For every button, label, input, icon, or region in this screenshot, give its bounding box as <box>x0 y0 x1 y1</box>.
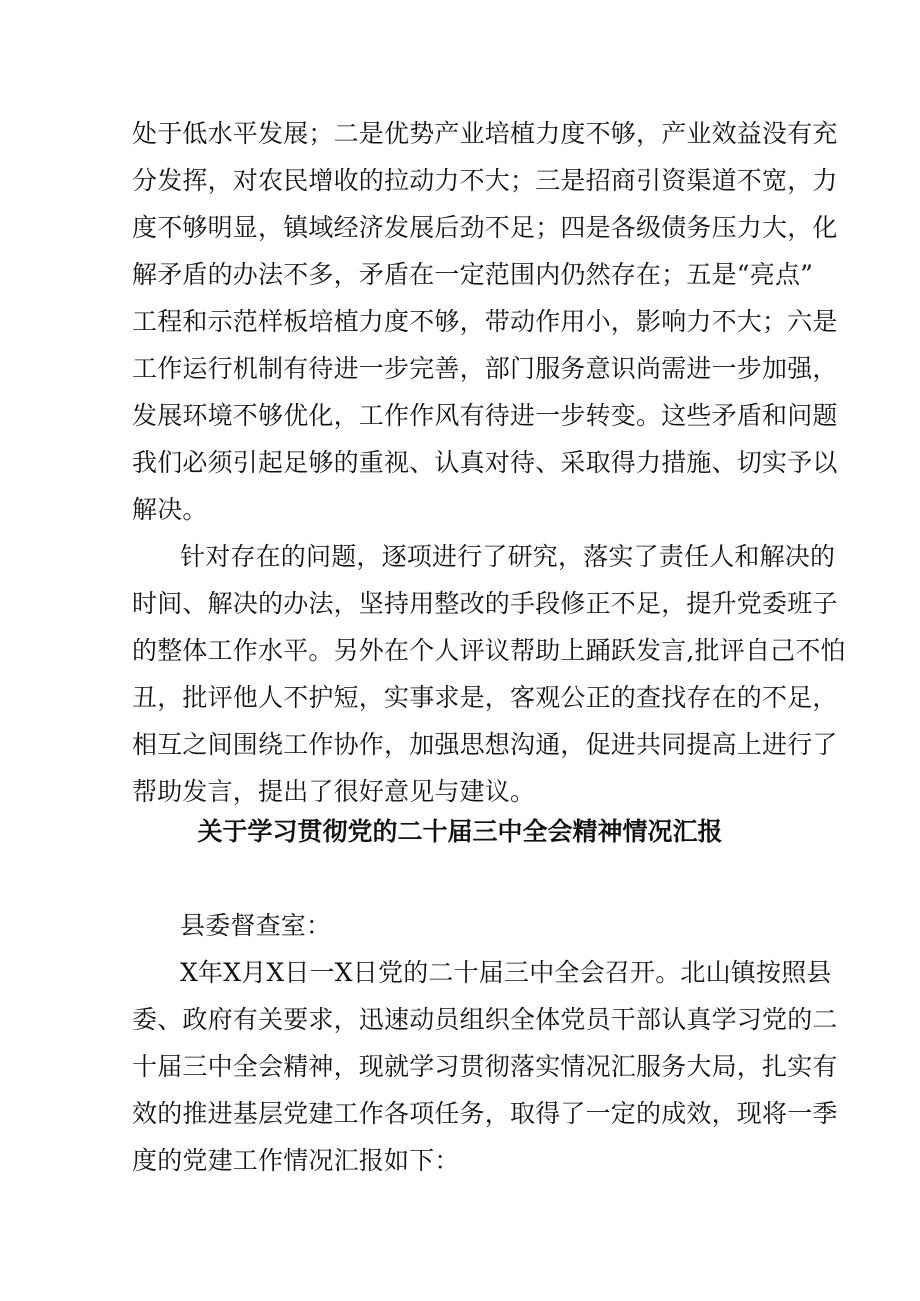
text-line: 时间、解决的办法，坚持用整改的手段修正不足，提升党委班子 <box>132 589 838 618</box>
text-line: 针对存在的问题，逐项进行了研究，落实了责任人和解决的 <box>180 542 836 571</box>
text-line: 解矛盾的办法不多，矛盾在一定范围内仍然存在；五是“亮点” <box>132 260 814 289</box>
text-line: 丑，批评他人不护短，实事求是，客观公正的查找存在的不足， <box>132 683 838 712</box>
text-line: 分发挥，对农民增收的拉动力不大；三是招商引资渠道不宽，力 <box>132 166 838 195</box>
text-line: X年X月X日一X日党的二十届三中全会召开。北山镇按照县 <box>180 958 832 987</box>
text-line: 工作运行机制有待进一步完善，部门服务意识尚需进一步加强， <box>132 354 838 383</box>
text-line: 处于低水平发展；二是优势产业培植力度不够，产业效益没有充 <box>132 119 838 148</box>
text-line: 的整体工作水平。另外在个人评议帮助上踊跃发言,批评自己不怕 <box>132 636 846 665</box>
text-line: 十届三中全会精神，现就学习贯彻落实情况汇服务大局，扎实有 <box>132 1052 838 1081</box>
text-line: 度不够明显，镇域经济发展后劲不足；四是各级债务压力大，化 <box>132 213 838 242</box>
text-line: 帮助发言，提出了很好意见与建议。 <box>132 777 536 806</box>
salutation: 县委督查室： <box>180 911 332 940</box>
text-line: 委、政府有关要求，迅速动员组织全体党员干部认真学习党的二 <box>132 1005 838 1034</box>
text-line: 发展环境不够优化，工作作风有待进一步转变。这些矛盾和问题 <box>132 401 838 430</box>
text-line: 相互之间围绕工作协作，加强思想沟通，促进共同提高上进行了 <box>132 730 838 759</box>
text-line: 我们必须引起足够的重视、认真对待、采取得力措施、切实予以 <box>132 448 838 477</box>
text-line: 度的党建工作情况汇报如下： <box>132 1146 460 1175</box>
text-line: 效的推进基层党建工作各项任务，取得了一定的成效，现将一季 <box>132 1099 838 1128</box>
report-title: 关于学习贯彻党的二十届三中全会精神情况汇报 <box>197 817 723 846</box>
text-line: 工程和示范样板培植力度不够，带动作用小，影响力不大；六是 <box>132 307 838 336</box>
text-line: 解决。 <box>132 495 208 524</box>
